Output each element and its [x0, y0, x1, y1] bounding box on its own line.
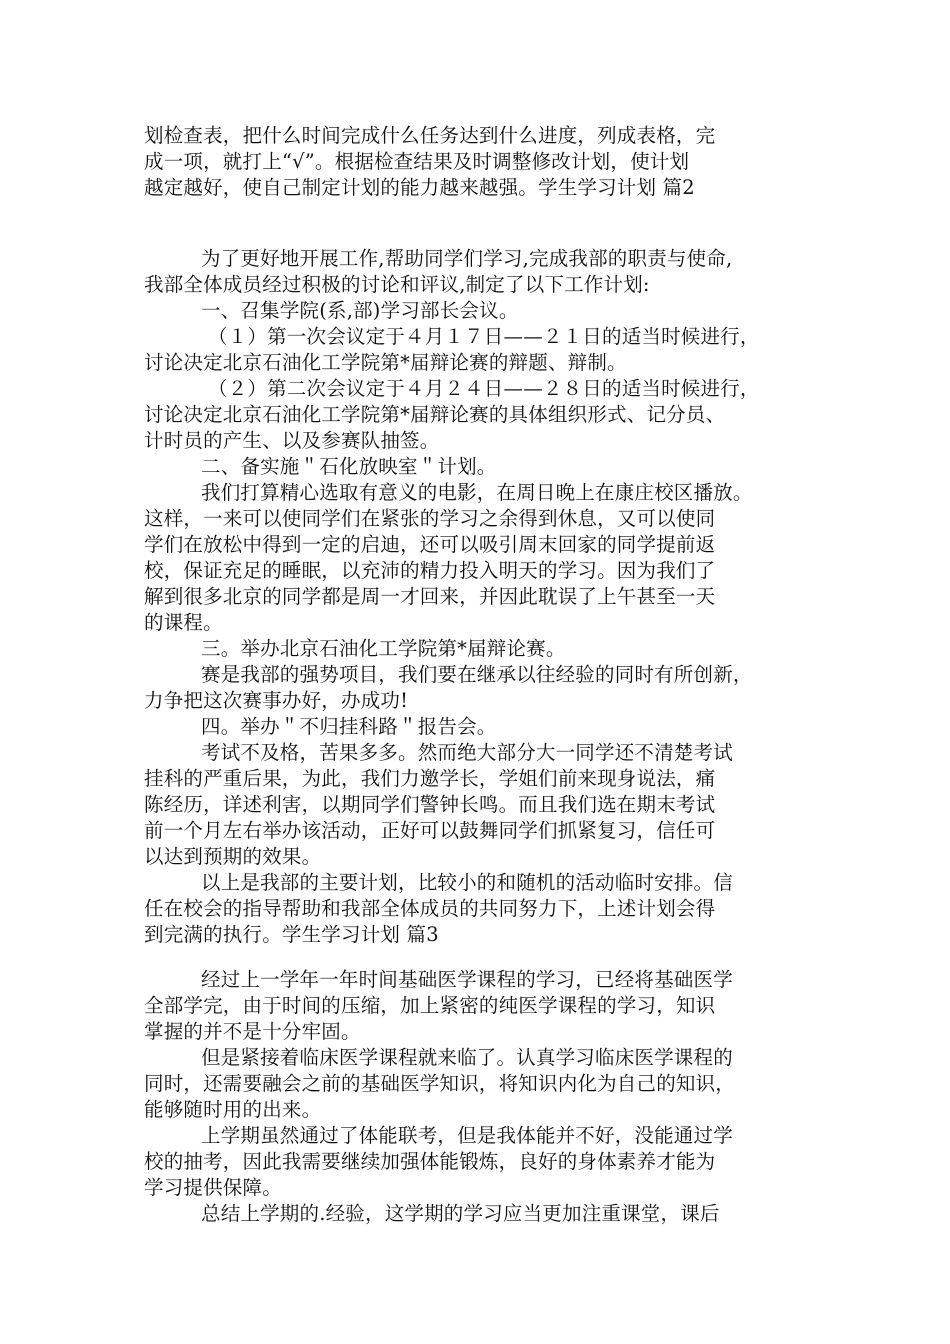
paragraph-line: 赛是我部的强势项目，我们要在继承以往经验的同时有所创新，: [201, 663, 753, 686]
heading-line: 一、召集学院(系,部)学习部长会议。: [201, 299, 519, 322]
section-1-text: [144, 123, 816, 201]
paragraph-line: 能够随时用的出来。: [144, 1098, 322, 1121]
paragraph-line: 学习提供保障。: [144, 1176, 282, 1199]
section-3-text: [144, 967, 816, 1227]
paragraph-line: 越定越好，使自己制定计划的能力越来越强。学生学习计划 篇2: [144, 176, 695, 199]
heading-line: 四。举办＂不归挂科路＂报告会。: [201, 715, 497, 738]
paragraph-line: 成一项，就打上“√”。根据检查结果及时调整修改计划，使计划: [144, 150, 690, 173]
paragraph-line: 计时员的产生、以及参赛队抽签。: [144, 429, 440, 452]
paragraph-line: 前一个月左右举办该活动，正好可以鼓舞同学们抓紧复习，信任可: [144, 819, 716, 842]
heading-line: 三。举办北京石油化工学院第*届辩论赛。: [201, 637, 566, 660]
paragraph-line: 解到很多北京的同学都是周一才回来，并因此耽误了上午甚至一天: [144, 585, 716, 608]
paragraph-line: 掌握的并不是十分牢固。: [144, 1020, 361, 1043]
paragraph-line: 我们打算精心选取有意义的电影，在周日晚上在康庄校区播放。: [201, 481, 753, 504]
paragraph-line: 陈经历，详述利害，以期同学们警钟长鸣。而且我们选在期末考试: [144, 793, 716, 816]
paragraph-line: 讨论决定北京石油化工学院第*届辩论赛的具体组织形式、记分员、: [144, 403, 726, 426]
paragraph-line: 为了更好地开展工作,帮助同学们学习,完成我部的职责与使命,: [201, 247, 733, 270]
paragraph-line: 任在校会的指导帮助和我部全体成员的共同努力下，上述计划会得: [144, 897, 716, 920]
paragraph-line: 考试不及格，苦果多多。然而绝大部分大一同学还不清楚考试: [201, 741, 733, 764]
paragraph-line: 全部学完，由于时间的压缩，加上紧密的纯医学课程的学习，知识: [144, 994, 716, 1017]
paragraph-line: 力争把这次赛事办好，办成功!: [144, 689, 409, 712]
paragraph-line: 学们在放松中得到一定的启迪，还可以吸引周末回家的同学提前返: [144, 533, 716, 556]
paragraph-line: 我部全体成员经过积极的讨论和评议,制定了以下工作计划:: [144, 273, 650, 296]
paragraph-line: （１）第一次会议定于４月１７日——２１日的适当时候进行，: [208, 325, 760, 348]
section-2-text: [144, 246, 816, 948]
paragraph-line: 这样，一来可以使同学们在紧张的学习之余得到休息，又可以使同: [144, 507, 716, 530]
paragraph-line: （２）第二次会议定于４月２４日——２８日的适当时候进行，: [208, 377, 760, 400]
paragraph-line: 上学期虽然通过了体能联考，但是我体能并不好，没能通过学: [201, 1124, 733, 1147]
paragraph-line: 划检查表，把什么时间完成什么任务达到什么进度，列成表格，完: [144, 124, 716, 147]
paragraph-line: 校，保证充足的睡眠，以充沛的精力投入明天的学习。因为我们了: [144, 559, 716, 582]
paragraph-line: 但是紧接着临床医学课程就来临了。认真学习临床医学课程的: [201, 1046, 733, 1069]
paragraph-line: 的课程。: [144, 611, 223, 634]
heading-line: 二、备实施＂石化放映室＂计划。: [201, 455, 497, 478]
paragraph-line: 校的抽考，因此我需要继续加强体能锻炼，良好的身体素养才能为: [144, 1150, 716, 1173]
paragraph-line: 到完满的执行。学生学习计划 篇3: [144, 923, 439, 946]
paragraph-line: 以达到预期的效果。: [144, 845, 322, 868]
paragraph-line: 挂科的严重后果，为此，我们力邀学长，学姐们前来现身说法，痛: [144, 767, 716, 790]
paragraph-line: 讨论决定北京石油化工学院第*届辩论赛的辩题、辩制。: [144, 351, 627, 374]
paragraph-line: 经过上一学年一年时间基础医学课程的学习，已经将基础医学: [201, 968, 733, 991]
paragraph-line: 同时，还需要融会之前的基础医学知识，将知识内化为自己的知识，: [144, 1072, 736, 1095]
paragraph-line: 总结上学期的.经验，这学期的学习应当更加注重课堂，课后: [201, 1202, 720, 1225]
paragraph-line: 以上是我部的主要计划，比较小的和随机的活动临时安排。信: [201, 871, 733, 894]
